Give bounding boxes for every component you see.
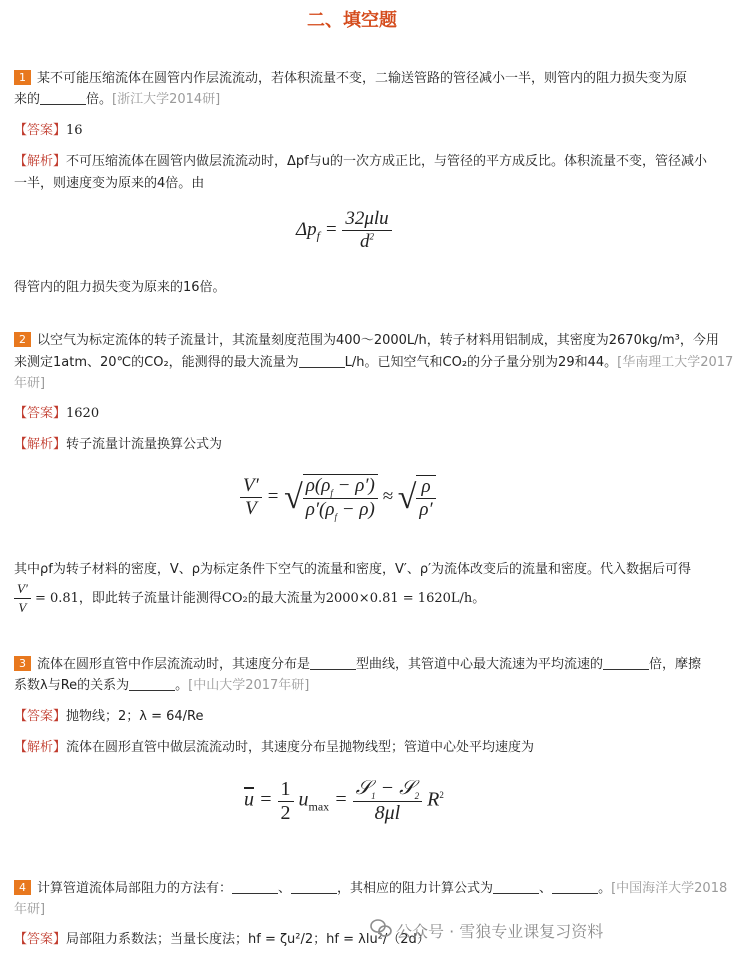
q1-source: [浙江大学2014研] xyxy=(112,92,221,107)
q1-analysis-line1: 【解析】不可压缩流体在圆管内做层流流动时，Δpf与u的一次方成正比，与管径的平方成反比。体积流量不变，管径减小 xyxy=(14,154,707,169)
q2-source-cont: 年研] xyxy=(14,376,46,391)
q2-result: $\frac{V'}{V}$ = 0.81，即此转子流量计能测得CO₂的最大流量为2000×0.81 = 1620L/h。 xyxy=(14,580,485,617)
q3-line2: 系数λ与Re的关系为 。[中山大学2017年研] xyxy=(14,678,310,693)
q3-source: [中山大学2017年研] xyxy=(188,678,310,693)
q2-analysis: 【解析】转子流量计流量换算公式为 xyxy=(14,437,223,452)
q3-analysis: 【解析】流体在圆形直管中做层流流动时，其速度分布呈抛物线型；管道中心处平均速度为 xyxy=(14,740,535,755)
fill-blank xyxy=(129,677,175,691)
q1-analysis-line2: 一半，则速度变为原来的4倍。由 xyxy=(14,176,205,191)
formula-pressure-drop: $\Delta p_f$ = $\frac{\text{32μlu}}{d^2}$ xyxy=(296,208,392,253)
fill-blank xyxy=(291,880,337,894)
formula-mean-velocity: $\overline{u}$ = $\frac{1}{2}$ $u_{max}$ = $\frac{𝒮_1 - 𝒮_2}{8\mu l}$ $R^2$ xyxy=(244,777,444,824)
q3-answer: 【答案】抛物线；2；λ = 64/Re xyxy=(14,709,204,724)
question-number: 1 xyxy=(14,70,31,85)
q3-line1: 3 流体在圆形直管中作层流流动时，其速度分布是 型曲线，其管道中心最大流速为平均流速的 倍，摩擦 xyxy=(14,656,701,674)
question-number: 3 xyxy=(14,656,31,671)
fill-blank xyxy=(310,656,356,670)
q4-source: [中国海洋大学2018 xyxy=(611,881,728,896)
question-number: 2 xyxy=(14,332,31,347)
q4-line1: 4 计算管道流体局部阻力的方法有： 、 ，其相应的阻力计算公式为 、 。[中国海洋大学2018 xyxy=(14,880,727,898)
fill-blank xyxy=(552,880,598,894)
fill-blank xyxy=(232,880,278,894)
fill-blank xyxy=(40,91,86,105)
q4-answer: 【答案】局部阻力系数法；当量长度法；hf = ζu²/2；hf = λlu²/（2d） xyxy=(14,932,430,947)
question-number: 4 xyxy=(14,880,31,895)
q1-answer: 【答案】16 xyxy=(14,123,83,138)
q4-source-cont: 年研] xyxy=(14,902,46,917)
q2-line1: 2 以空气为标定流体的转子流量计，其流量刻度范围为400～2000L/h，转子材料用铝制成，其密度为2670kg/m³，今用 xyxy=(14,332,719,350)
q2-line2: 来测定1atm、20℃的CO₂，能测得的最大流量为 L/h。已知空气和CO₂的分子量分别为29和44。[华南理工大学2017 xyxy=(14,355,733,370)
q2-explain: 其中ρf为转子材料的密度，V、ρ为标定条件下空气的流量和密度，V′、ρ′为流体改变后的流量和密度。代入数据后可得 xyxy=(14,562,692,577)
fill-blank xyxy=(299,354,345,368)
q2-source: [华南理工大学2017 xyxy=(617,355,733,370)
q2-answer: 【答案】1620 xyxy=(14,406,100,421)
fill-blank xyxy=(493,880,539,894)
section-title: 二、填空题 xyxy=(307,10,397,31)
watermark: 公众号 · 雪狼专业课复习资料 xyxy=(396,922,604,941)
q1-line1: 1 某不可能压缩流体在圆管内作层流流动，若体积流量不变，二输送管路的管径减小一半，则管内的阻力损失变为原 xyxy=(14,70,687,88)
formula-rotameter: $\frac{V'}{V}$ = √ $\frac{\rho(\rho_f - \rho')}{\rho'(\rho_f - \rho)}$ ≈ √ $\frac{\rho}{\rho'}$ xyxy=(240,474,436,522)
q1-conclusion: 得管内的阻力损失变为原来的16倍。 xyxy=(14,280,226,295)
fill-blank xyxy=(603,656,649,670)
wechat-icon xyxy=(370,918,392,938)
q1-line2: 来的 倍。[浙江大学2014研] xyxy=(14,92,221,107)
